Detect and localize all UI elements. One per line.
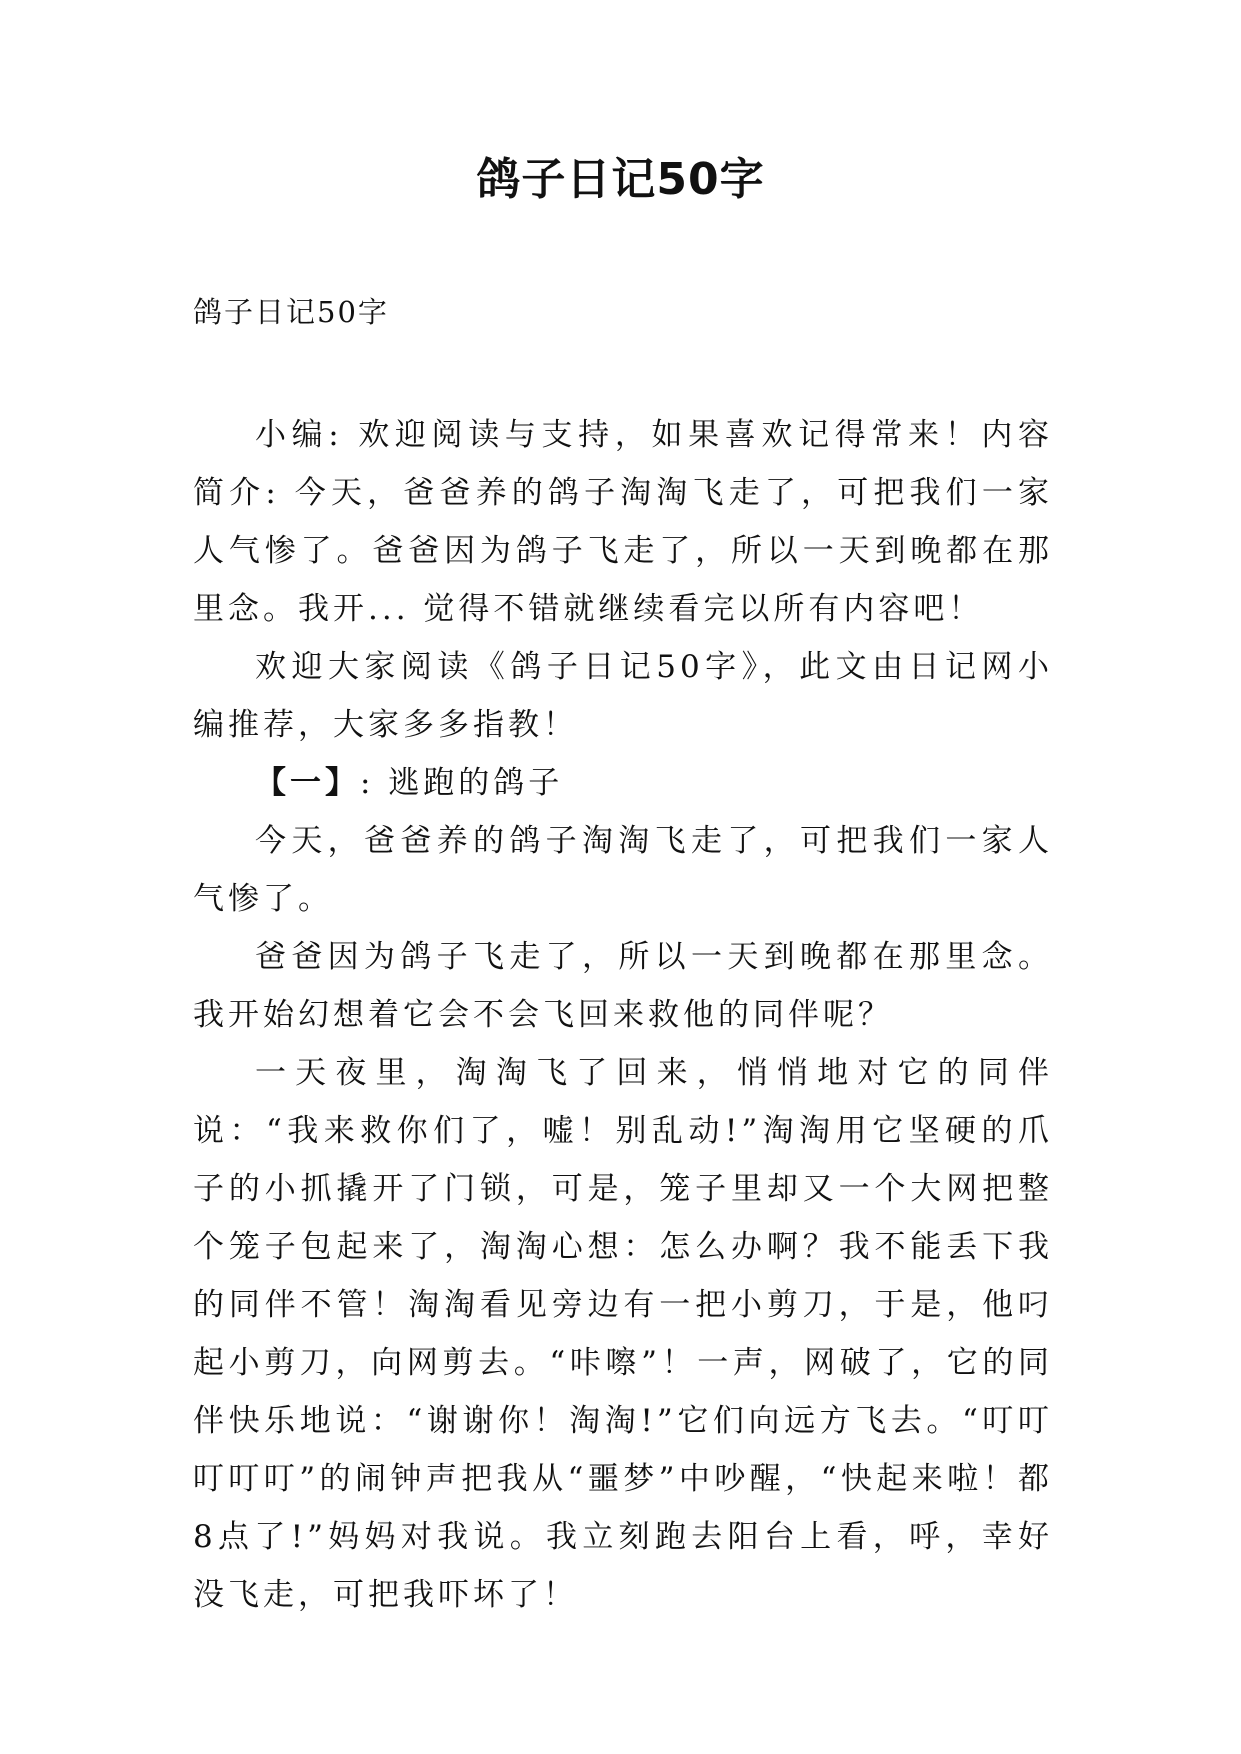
document-title: 鸽子日记50字: [476, 154, 765, 205]
section-heading-bracket: 【一】: [255, 765, 360, 801]
document-body: [193, 406, 1053, 1624]
document-subtitle: 鸽子日记50字: [193, 295, 389, 329]
section-heading: [193, 754, 1053, 812]
intro-paragraph: 小编: 欢迎阅读与支持，如果喜欢记得常来！内容简介: 今天，爸爸养的鸽子淘淘飞走了，可把我们一家人气惨了。爸爸因为鸽子飞走了，所以一天到晚都在那里念。我开... 觉得不错就继续看完以所有内容吧！: [193, 417, 1053, 627]
story-paragraph: 一天夜里，淘淘飞了回来，悄悄地对它的同伴说：“我来救你们了，嘘！别乱动!”淘淘用它坚硬的爪子的小抓撬开了门锁，可是，笼子里却又一个大网把整个笼子包起来了，淘淘心想：怎么办啊？我不能丢下我的同伴不管！淘淘看见旁边有一把小剪刀，于是，他叼起小剪刀，向网剪去。“咔嚓”！一声，网破了，它的同伴快乐地说：“谢谢你！淘淘!”它们向远方飞去。“叮叮叮叮叮”的闹钟声把我从“噩梦”中吵醒，“快起来啦！都8点了!”妈妈对我说。我立刻跑去阳台上看，呼，幸好没飞走，可把我吓坏了！: [193, 1055, 1053, 1613]
story-paragraph: 今天，爸爸养的鸽子淘淘飞走了，可把我们一家人气惨了。: [193, 823, 1053, 917]
story-paragraph: 爸爸因为鸽子飞走了，所以一天到晚都在那里念。我开始幻想着它会不会飞回来救他的同伴呢？: [193, 939, 1053, 1033]
intro-paragraph: 欢迎大家阅读《鸽子日记50字》，此文由日记网小编推荐，大家多多指教！: [193, 649, 1053, 743]
section-heading-text: : 逃跑的鸽子: [360, 765, 564, 801]
